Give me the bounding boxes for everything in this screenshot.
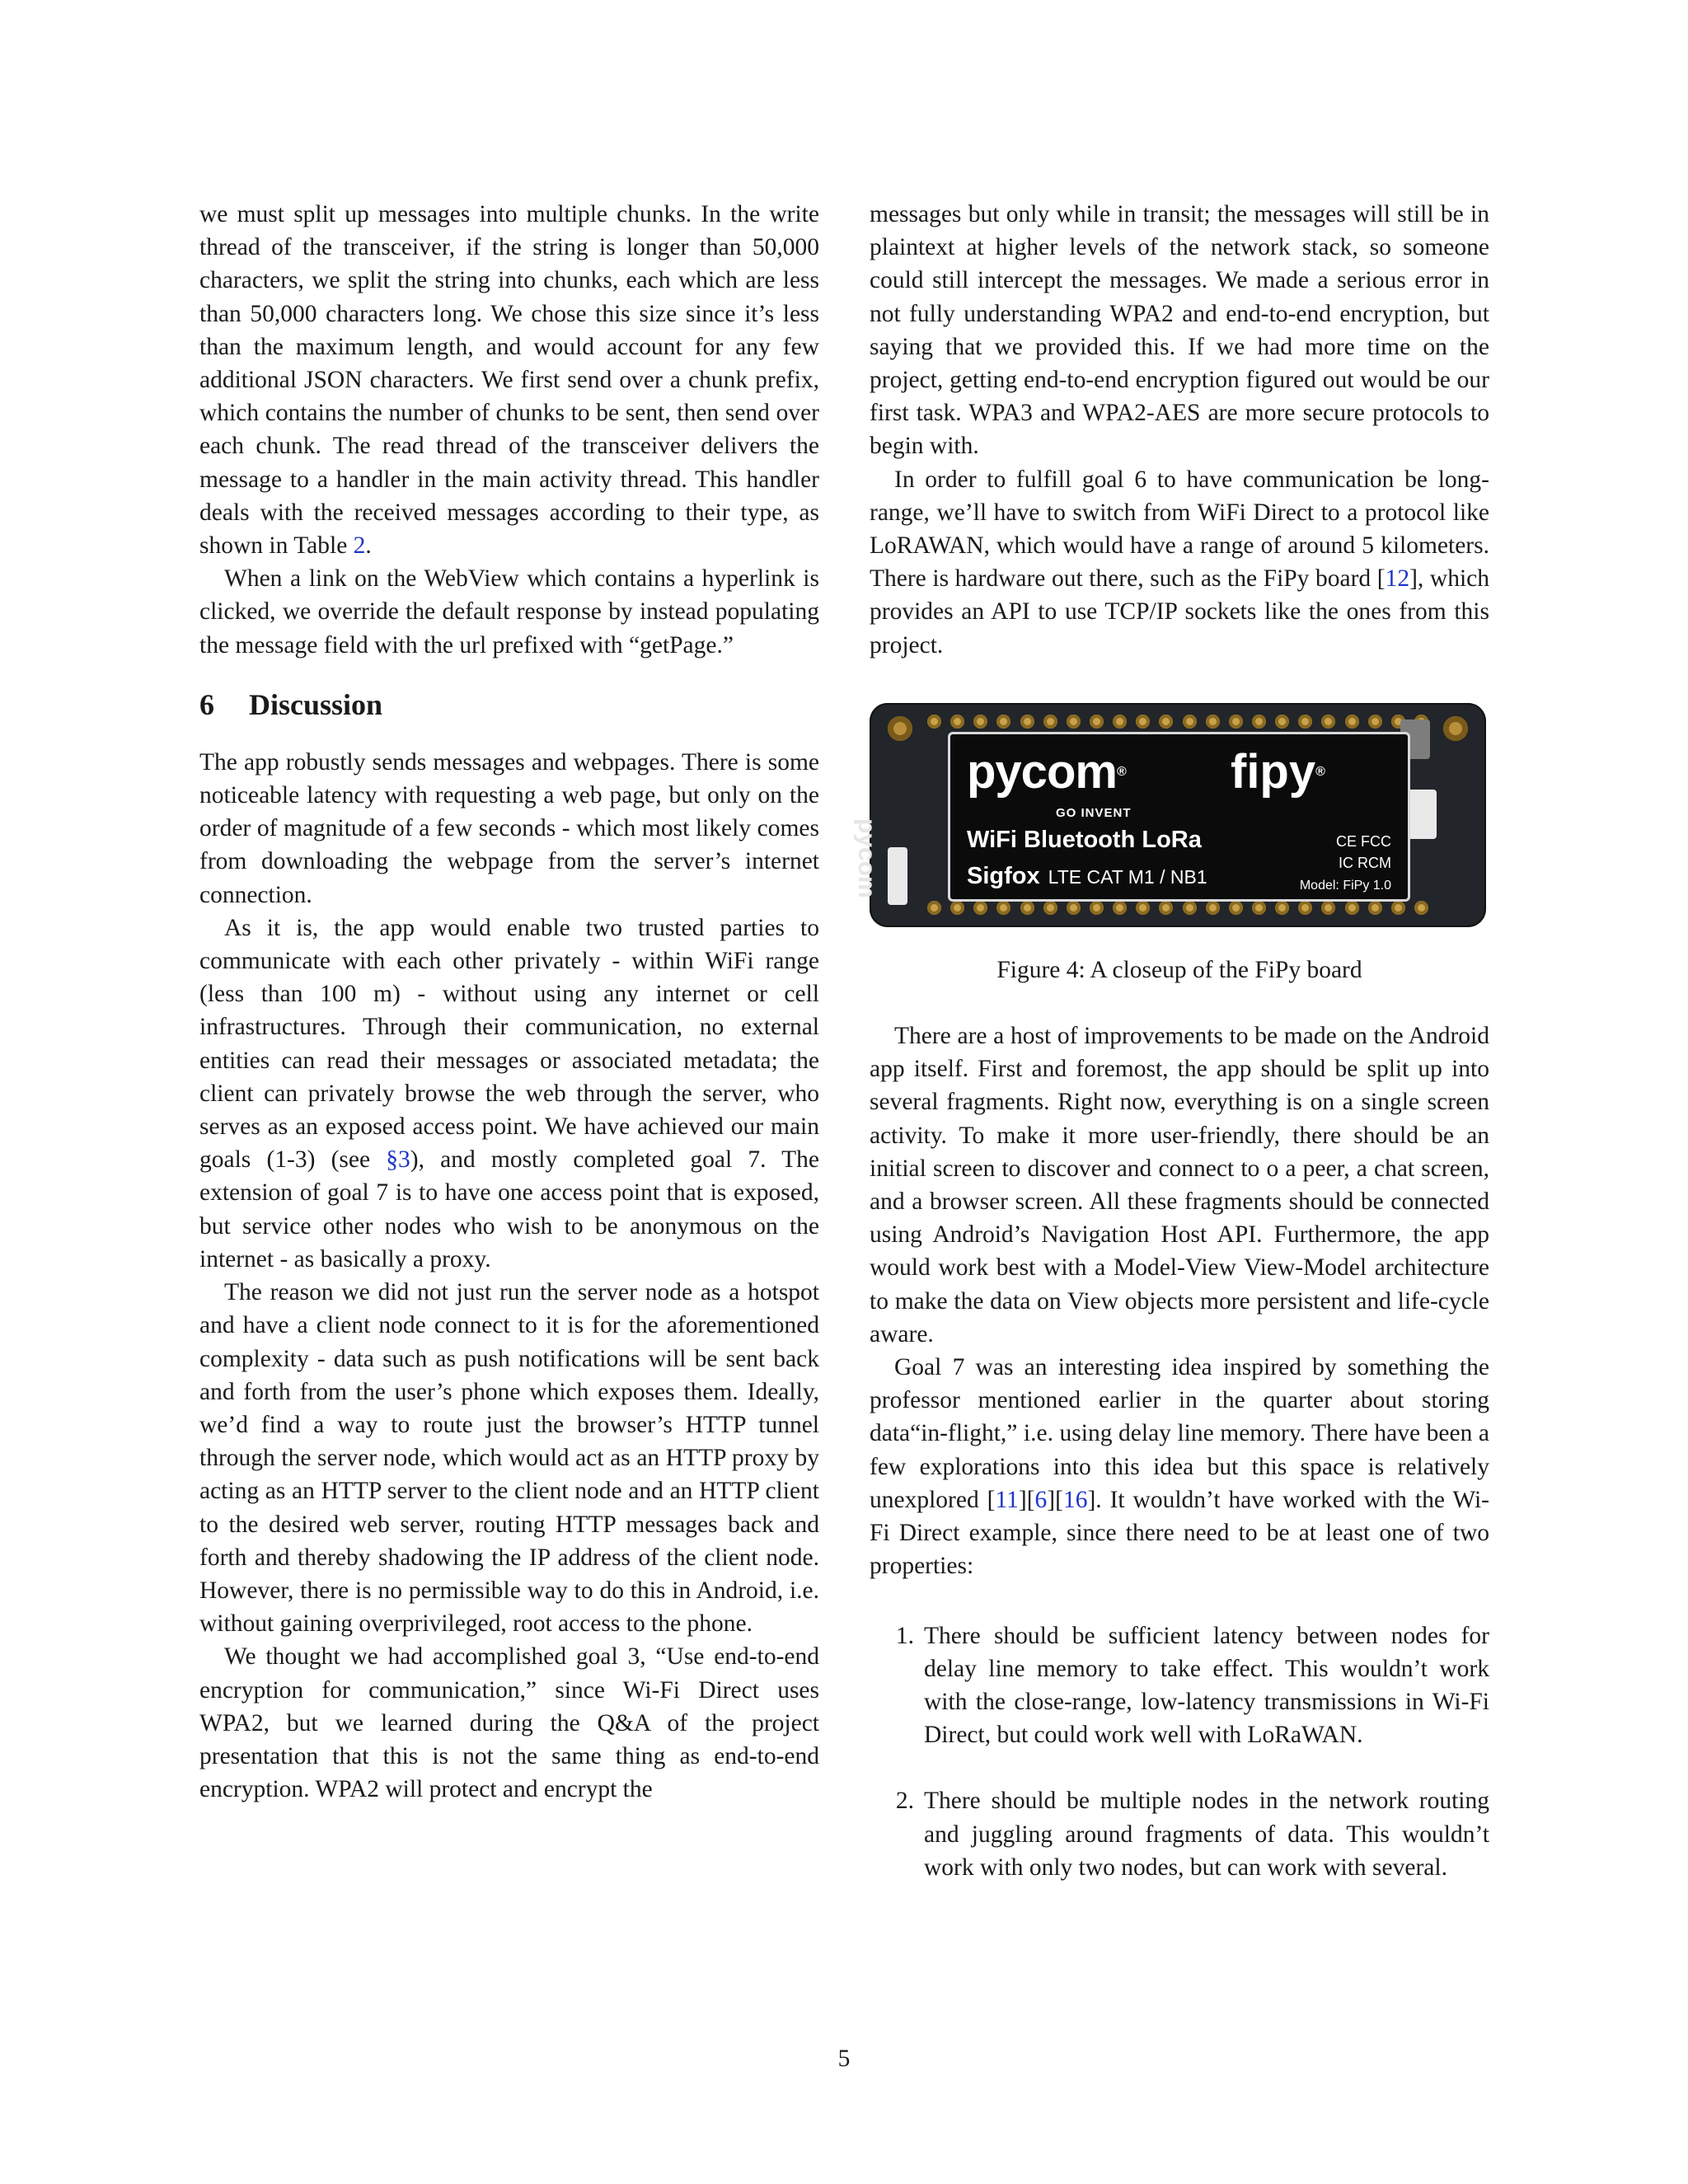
- paragraph: The reason we did not just run the server node as a hotspot and have a client node connect to it is for the aforementioned complexity - data such as push notifications will be sent back and forth from the user’s phone which exposes them. Ideally, we’d find a way to route just the browser’s HTTP tunnel through the server node, which would act as an HTTP proxy by acting as an HTTP server to the client node and an HTTP client to the desired web server, routing HTTP messages back and forth and thereby shadowing the IP address of the client node. However, there is no permissible way to do this in Android, i.e. without gaining overprivileged, root access to the phone.: [199, 1279, 819, 1638]
- header-pin-icon: [973, 901, 987, 915]
- header-pin-icon: [1368, 715, 1382, 729]
- connector-icon: [888, 847, 907, 905]
- header-pin-icon: [1183, 715, 1197, 729]
- paragraph-text: ]. It wouldn’t have worked with the Wi-Fi Direct example, since there need to be at least one of two properties:: [870, 1486, 1489, 1580]
- left-column: [199, 198, 819, 1806]
- header-pin-icon: [1321, 901, 1335, 915]
- paragraph-text: .: [365, 532, 372, 560]
- header-pin-icon: [1229, 901, 1243, 915]
- header-pin-icon: [996, 715, 1010, 729]
- cert-marks: CE FCC: [1336, 832, 1391, 850]
- paragraph-text: we must split up messages into multiple chunks. In the write thread of the transceiver, if the string is longer than 50,000 characters, we split the string into chunks, each which are less than 50,000 characters long. We chose this size since it’s less than the maximum length, and would account for any few additional JSON characters. We first send over a chunk prefix, which contains the number of chunks to be sent, then send over each chunk. The read thread of the transceiver delivers the message to a handler in the main activity thread. This handler deals with the received messages according to their type, as shown in Table: [199, 201, 819, 560]
- board-label: [948, 732, 1410, 902]
- header-pin-icon: [1067, 715, 1081, 729]
- paragraph: There are a host of improvements to be made on the Android app itself. First and foremost, the app should be split up into several fragments. Right now, everything is on a single screen activity. To make it more user-friendly, there should be an initial screen to discover and connect to o a peer, a chat screen, and a browser screen. All these fragments should be connected using Android’s Navigation Host API. Furthermore, the app would work best with a Model-View View-Model architecture to make the data on View objects more persistent and life-cycle aware.: [870, 1023, 1489, 1347]
- header-pin-icon: [950, 715, 964, 729]
- paragraph: [199, 198, 819, 562]
- header-pin-icon: [1067, 901, 1081, 915]
- pin-row-bottom: [927, 901, 1428, 916]
- header-pin-icon: [1206, 901, 1220, 915]
- header-pin-icon: [1043, 901, 1057, 915]
- header-pin-icon: [1252, 715, 1266, 729]
- header-pin-icon: [1229, 715, 1243, 729]
- antenna-connector-icon: [1443, 716, 1468, 741]
- header-pin-icon: [1345, 715, 1359, 729]
- list-item: [870, 1784, 1489, 1884]
- section-ref-link[interactable]: §3: [386, 1146, 410, 1174]
- tagline: GO INVENT: [1056, 805, 1132, 820]
- paragraph: [870, 1351, 1489, 1582]
- header-pin-icon: [1090, 901, 1104, 915]
- header-pin-icon: [1321, 715, 1335, 729]
- paragraph-text: ), and mostly completed goal 7. The extension of goal 7 is to have one access point that is exposed, but service other nodes who wish to be anonymous on the internet - as basically a proxy.: [199, 1146, 819, 1272]
- paragraph: We thought we had accomplished goal 3, “Use end-to-end encryption for communication,” since Wi-Fi Direct uses WPA2, but we learned during the Q&A of the project presentation that this is not the same thing as end-to-end encryption. WPA2 will protect and encrypt the: [199, 1643, 819, 1803]
- paragraph: [870, 463, 1489, 662]
- section-title: Discussion: [249, 687, 383, 721]
- header-pin-icon: [1020, 715, 1034, 729]
- antenna-connector-icon: [888, 716, 912, 741]
- board-features-2: [967, 860, 1207, 893]
- header-pin-icon: [996, 901, 1010, 915]
- header-pin-icon: [950, 901, 964, 915]
- board-side-text: pycom: [853, 818, 880, 898]
- header-pin-icon: [1090, 715, 1104, 729]
- paragraph: When a link on the WebView which contains a hyperlink is clicked, we override the default response by instead populating the message field with the url prefixed with “getPage.”: [199, 565, 819, 658]
- header-pin-icon: [1136, 901, 1150, 915]
- cert-marks-2: IC RCM: [1339, 854, 1391, 871]
- header-pin-icon: [927, 715, 941, 729]
- fipy-logo: fipy®: [1231, 744, 1325, 799]
- header-pin-icon: [1113, 901, 1127, 915]
- paragraph: [199, 912, 819, 1276]
- fipy-board-image: [853, 703, 1486, 927]
- header-pin-icon: [1414, 901, 1428, 915]
- list-marker: 2.: [895, 1788, 914, 1815]
- paragraph: The app robustly sends messages and webpages. There is some noticeable latency with requesting a web page, but only on the order of magnitude of a few seconds - which most likely comes from downloading the webpage from the server’s internet connection.: [199, 748, 819, 908]
- header-pin-icon: [1020, 901, 1034, 915]
- header-pin-icon: [1206, 715, 1220, 729]
- header-pin-icon: [1275, 901, 1289, 915]
- paragraph-text: As it is, the app would enable two trusted parties to communicate with each other privately - within WiFi range (less than 100 m) - without using any internet or cell infrastructures. Through their communication, no external entities can read their messages or associated metadata; the client can privately browse the web through the server, who serves as an exposed access point. We have achieved our main goals (1-3) (see: [199, 914, 819, 1174]
- pycom-logo-text: pycom: [967, 744, 1117, 799]
- header-pin-icon: [1159, 901, 1173, 915]
- numbered-list: [870, 1619, 1489, 1884]
- header-pin-icon: [1113, 715, 1127, 729]
- header-pin-icon: [1043, 715, 1057, 729]
- paragraph-text: In order to fulfill goal 6 to have communication be long-range, we’ll have to switch from WiFi Direct to a protocol like LoRAWAN, which would have a range of around 5 kilometers. There is hardware out there, such as the FiPy board [: [870, 466, 1489, 593]
- model-label: Model: FiPy 1.0: [1299, 878, 1391, 893]
- section-number: 6: [199, 687, 214, 721]
- header-pin-icon: [973, 715, 987, 729]
- citation-link[interactable]: 12: [1385, 565, 1410, 593]
- pin-row-top: [927, 715, 1428, 729]
- header-pin-icon: [1345, 901, 1359, 915]
- board-feature-main: Sigfox: [967, 862, 1040, 889]
- figure-caption: Figure 4: A closeup of the FiPy board: [996, 956, 1362, 983]
- right-column: [853, 198, 1489, 1917]
- header-pin-icon: [1368, 901, 1382, 915]
- board-features: WiFi Bluetooth LoRa: [967, 826, 1202, 853]
- list-marker: 1.: [895, 1622, 914, 1649]
- citation-link[interactable]: 16: [1062, 1486, 1088, 1513]
- header-pin-icon: [1298, 715, 1312, 729]
- header-pin-icon: [1136, 715, 1150, 729]
- figure: [853, 703, 1489, 987]
- citation-link[interactable]: 11: [995, 1486, 1019, 1513]
- header-pin-icon: [1252, 901, 1266, 915]
- list-item-text: There should be sufficient latency between nodes for delay line memory to take effect. This wouldn’t work with the close-range, low-latency transmissions in Wi-Fi Direct, but could work well with LoRaWAN.: [924, 1622, 1489, 1749]
- pycom-logo: pycom®: [967, 744, 1126, 799]
- paragraph-text: ][: [1018, 1486, 1035, 1513]
- header-pin-icon: [1159, 715, 1173, 729]
- header-pin-icon: [927, 901, 941, 915]
- table-ref-link[interactable]: 2: [353, 532, 366, 560]
- paragraph: messages but only while in transit; the messages will still be in plaintext at higher levels of the network stack, so someone could still intercept the messages. We made a serious error in not fully understanding WPA2 and end-to-end encryption, but saying that we provided this. If we had more time on the project, getting end-to-end encryption figured out would be our first task. WPA3 and WPA2-AES are more secure protocols to begin with.: [870, 201, 1489, 460]
- list-item-text: There should be multiple nodes in the network routing and juggling around fragments of data. This wouldn’t work with only two nodes, but can work with several.: [924, 1788, 1489, 1881]
- header-pin-icon: [1298, 901, 1312, 915]
- paragraph-text: ], which provides an API to use TCP/IP sockets like the ones from this project.: [870, 565, 1489, 658]
- paragraph-text: ][: [1047, 1486, 1063, 1513]
- header-pin-icon: [1183, 901, 1197, 915]
- citation-link[interactable]: 6: [1034, 1486, 1048, 1513]
- board-feature-sub: LTE CAT M1 / NB1: [1048, 865, 1207, 888]
- header-pin-icon: [1275, 715, 1289, 729]
- paragraph-text: Goal 7 was an interesting idea inspired by something the professor mentioned earlier in the quarter about storing data“in-flight,” i.e. using delay line memory. There have been a few explorations into this idea but this space is relatively unexplored [: [870, 1354, 1489, 1513]
- section-heading: [199, 687, 819, 723]
- page-number: 5: [837, 2046, 851, 2072]
- fipy-logo-text: fipy: [1231, 744, 1316, 799]
- list-item: [870, 1619, 1489, 1752]
- header-pin-icon: [1391, 901, 1405, 915]
